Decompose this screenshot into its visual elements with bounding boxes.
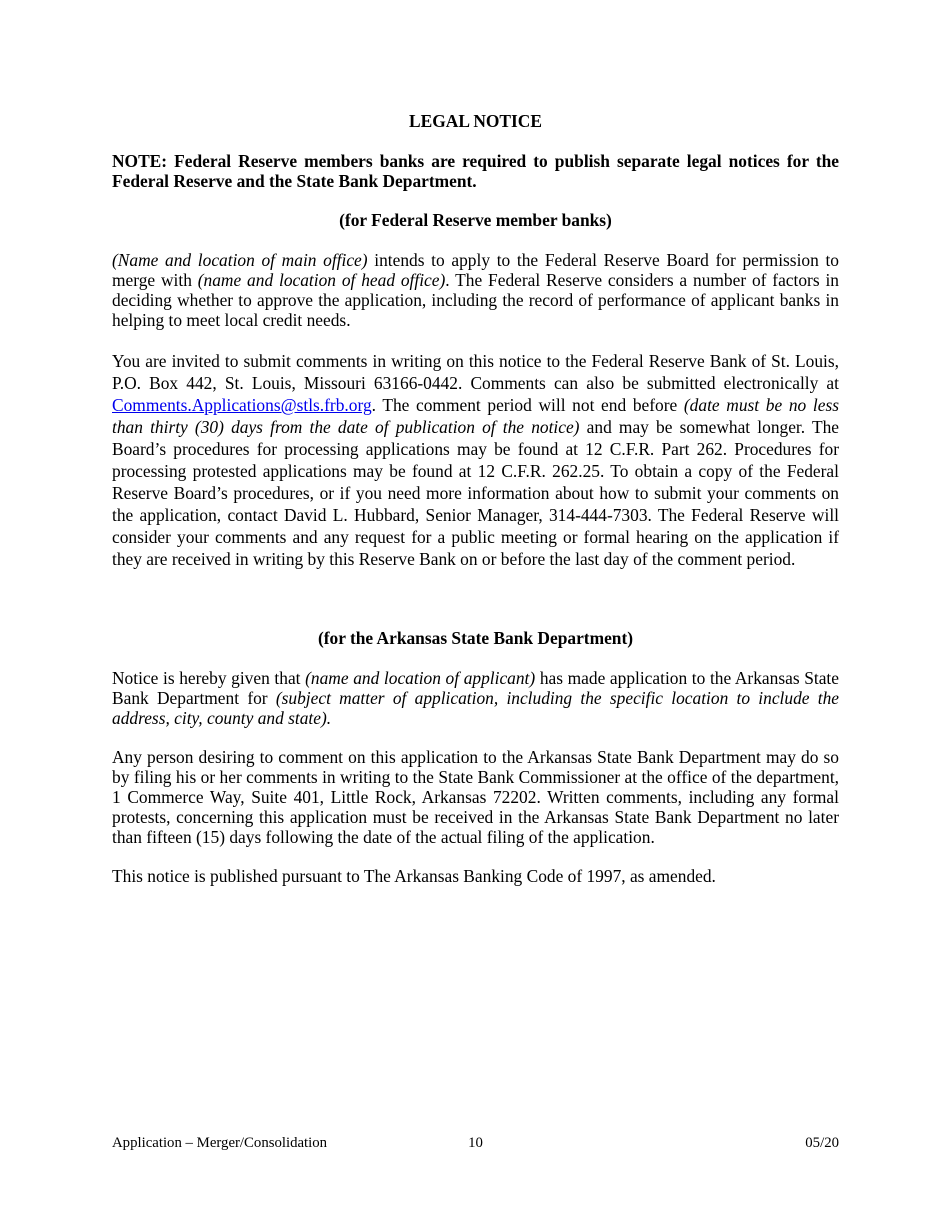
- document-page: [112, 111, 839, 886]
- footer-form-name: Application – Merger/Consolidation: [112, 1135, 328, 1151]
- footer-date: 05/20: [805, 1135, 839, 1151]
- note-paragraph: NOTE: Federal Reserve members banks are required to publish separate legal notices for the Federal Reserve and the State Bank Department.: [112, 151, 839, 191]
- state-comments-paragraph: Any person desiring to comment on this application to the Arkansas State Bank Department may do so by filing his or her comments in writing to the State Bank Commissioner at the office of the department, 1 Commerce Way, Suite 401, Little Rock, Arkansas 72202. Written comments, including any formal protests, concerning this application must be received in the Arkansas State Bank Department no later than fifteen (15) days following the date of the actual filing of the application.: [112, 747, 839, 847]
- comment-period-placeholder: (date must be no less than thirty (30) days from the date of publication of the notice): [112, 395, 839, 437]
- footer-page-number: 10: [468, 1135, 483, 1151]
- fed-intro-paragraph: (Name and location of main office) intends to apply to the Federal Reserve Board for permission to merge with (name and location of head office). The Federal Reserve considers a number of factors in deciding whether to approve the application, including the record of performance of applicant banks in helping to meet local credit needs.: [112, 250, 839, 330]
- applicant-placeholder: (name and location of applicant): [305, 668, 536, 688]
- publication-statement: This notice is published pursuant to The Arkansas Banking Code of 1997, as amended.: [112, 866, 716, 886]
- head-office-placeholder: (name and location of head office): [197, 270, 446, 290]
- subject-matter-placeholder: (subject matter of application, including the specific location to include the address, city, county and state).: [112, 688, 839, 728]
- main-office-placeholder: (Name and location of main office): [112, 250, 368, 270]
- fed-section-heading: (for Federal Reserve member banks): [339, 210, 612, 230]
- comments-email-link[interactable]: Comments.Applications@stls.frb.org: [112, 395, 372, 415]
- fed-comments-paragraph: You are invited to submit comments in writing on this notice to the Federal Reserve Bank of St. Louis, P.O. Box 442, St. Louis, Missouri 63166-0442. Comments can also be submitted electronically at Comments.Applications@stls.frb.org. The comment period will not end before (date must be no less than thirty (30) days from the date of publication of the notice) and may be somewhat longer. The Board’s procedures for processing applications may be found at 12 C.F.R. Part 262. Procedures for processing protested applications may be found at 12 C.F.R. 262.25. To obtain a copy of the Federal Reserve Board’s procedures, or if you need more information about how to submit your comments on the application, contact David L. Hubbard, Senior Manager, 314-444-7303. The Federal Reserve will consider your comments and any request for a public meeting or formal hearing on the application if they are received in writing by this Reserve Bank on or before the last day of the comment period.: [112, 351, 840, 569]
- state-notice-paragraph: Notice is hereby given that (name and location of applicant) has made application to the Arkansas State Bank Department for (subject matter of application, including the specific location to include the address, city, county and state).: [112, 668, 839, 728]
- page-title: LEGAL NOTICE: [409, 111, 542, 131]
- state-section-heading: (for the Arkansas State Bank Department): [317, 628, 634, 648]
- page-footer: [112, 1133, 839, 1153]
